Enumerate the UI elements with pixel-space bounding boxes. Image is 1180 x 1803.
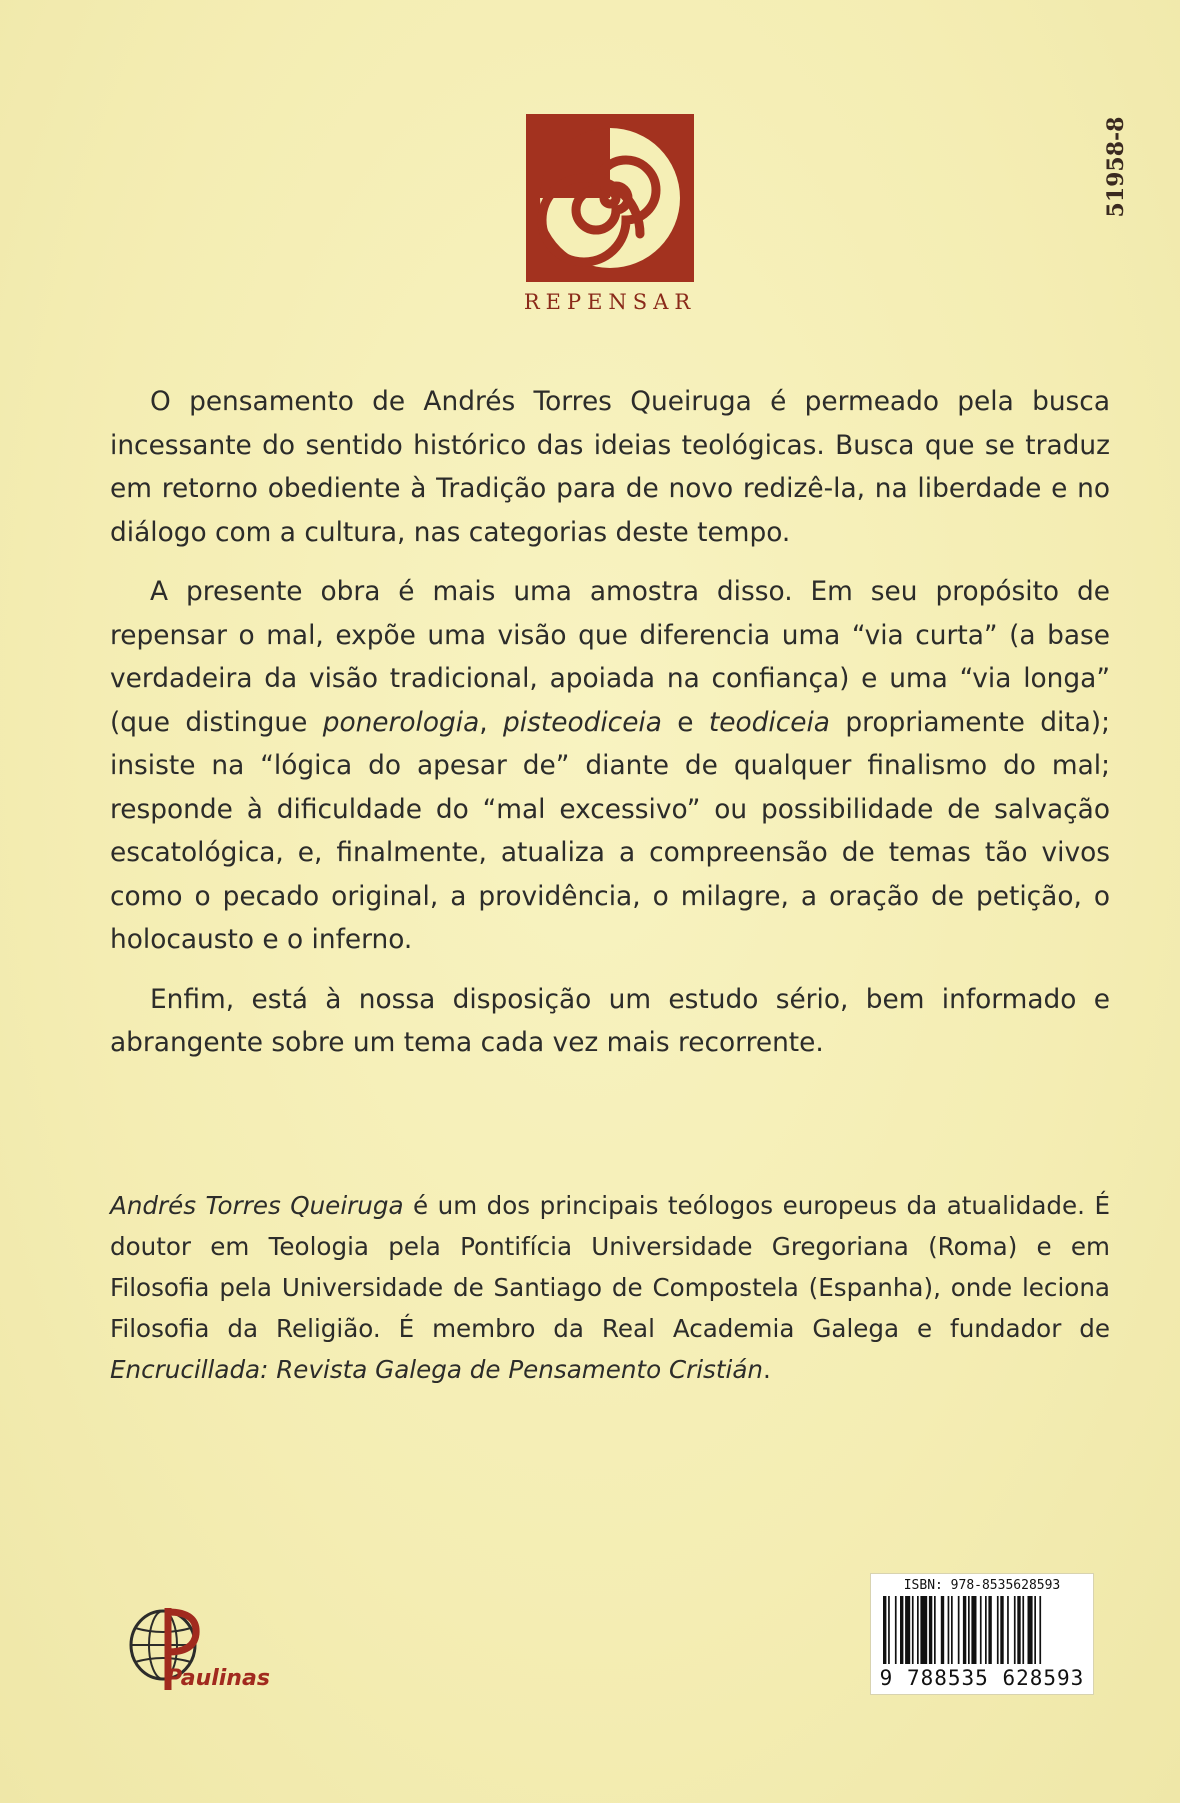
author-bio-text: é um dos principais teólogos europeus da atualidade. É doutor em Teologia pela Pontifícia Universidade Gregoriana (Roma) e em Filosofia pela Universidade de Santiago de Compostela (Espanha), onde leciona Filosofia da Religião. É membro da Real Academia Galega e fundador de bbox=[110, 1191, 1110, 1343]
barcode-bar bbox=[971, 1596, 976, 1664]
barcode-bar bbox=[951, 1596, 953, 1664]
separator: , bbox=[479, 706, 504, 738]
term-pisteodiceia: pisteodiceia bbox=[503, 706, 662, 738]
author-name: Andrés Torres Queiruga bbox=[110, 1191, 404, 1220]
catalog-code-text: 51958-8 bbox=[1103, 116, 1129, 218]
barcode-bar bbox=[1039, 1596, 1041, 1664]
synopsis-text: propriamente dita); insiste na “lógica do apesar de” diante de qualquer finalismo do mal; responde à dificuldade do “mal excessivo” ou possibilidade de salvação escatológica, e, finalmente, atualiza a compreensão de temas tão vivos como o pecado original, a providência, o milagre, a oração de petição, o holocausto e o inferno. bbox=[110, 706, 1110, 955]
barcode-bar bbox=[985, 1596, 987, 1664]
barcode-bar bbox=[963, 1596, 966, 1664]
barcode-bar bbox=[1017, 1596, 1020, 1664]
barcode-bar bbox=[905, 1596, 910, 1664]
publisher-name: Paulinas bbox=[166, 1666, 270, 1691]
synopsis-paragraph-2 bbox=[110, 570, 1110, 962]
barcode-digits: 9 788535 628593 bbox=[879, 1666, 1085, 1690]
barcode-bar bbox=[920, 1596, 927, 1664]
isbn-label: ISBN: 978-8535628593 bbox=[903, 1578, 1061, 1593]
synopsis-text: A presente obra é mais uma amostra disso. Em seu propósito de repensar o mal, expõe uma visão que diferencia uma “via curta” (a base verdadeira da visão tradicional, apoiada na confiança) e uma “via longa” (que distingue bbox=[110, 576, 1110, 738]
barcode-bar bbox=[934, 1596, 936, 1664]
barcode-bar bbox=[1034, 1596, 1036, 1664]
author-bio-paragraph bbox=[110, 1185, 1110, 1390]
barcode-bar bbox=[958, 1596, 960, 1664]
barcode-bar bbox=[929, 1596, 932, 1664]
term-teodiceia: teodiceia bbox=[708, 706, 830, 738]
barcode-bar bbox=[997, 1596, 999, 1664]
barcode-bars bbox=[881, 1596, 1083, 1664]
author-bio-text: . bbox=[763, 1355, 771, 1384]
author-bio bbox=[110, 1185, 1110, 1390]
barcode-bar bbox=[1028, 1596, 1033, 1664]
barcode-bar bbox=[1007, 1596, 1009, 1664]
barcode-bar bbox=[900, 1596, 903, 1664]
barcode-bar bbox=[895, 1596, 897, 1664]
spiral-square-icon bbox=[526, 114, 694, 282]
barcode-bar bbox=[941, 1596, 944, 1664]
catalog-code bbox=[1086, 112, 1146, 222]
barcode-bar bbox=[1000, 1596, 1003, 1664]
barcode-bar bbox=[912, 1596, 914, 1664]
synopsis-paragraph-1: O pensamento de Andrés Torres Queiruga é permeado pela busca incessante do sentido histórico das ideias teológicas. Busca que se traduz em retorno obediente à Tradição para de novo redizê-la, na liberdade e no diálogo com a cultura, nas categorias deste tempo. bbox=[110, 386, 1110, 548]
barcode-bar bbox=[1014, 1596, 1016, 1664]
barcode-bar bbox=[883, 1596, 886, 1664]
barcode bbox=[870, 1573, 1094, 1695]
series-name: REPENSAR bbox=[523, 290, 697, 314]
barcode-bar bbox=[948, 1596, 950, 1664]
barcode-bar bbox=[968, 1596, 970, 1664]
barcode-bar bbox=[1022, 1596, 1024, 1664]
synopsis-paragraph-3: Enfim, está à nossa disposição um estudo sério, bem informado e abrangente sobre um tema cada vez mais recorrente. bbox=[110, 983, 1110, 1058]
synopsis bbox=[110, 380, 1110, 1081]
barcode-bar bbox=[988, 1596, 991, 1664]
barcode-bar bbox=[888, 1596, 890, 1664]
separator: e bbox=[661, 706, 709, 738]
barcode-bar bbox=[917, 1596, 919, 1664]
term-ponerologia: ponerologia bbox=[322, 706, 480, 738]
barcode-bar bbox=[980, 1596, 982, 1664]
journal-title: Encrucillada: Revista Galega de Pensamento Cristián bbox=[110, 1355, 764, 1384]
